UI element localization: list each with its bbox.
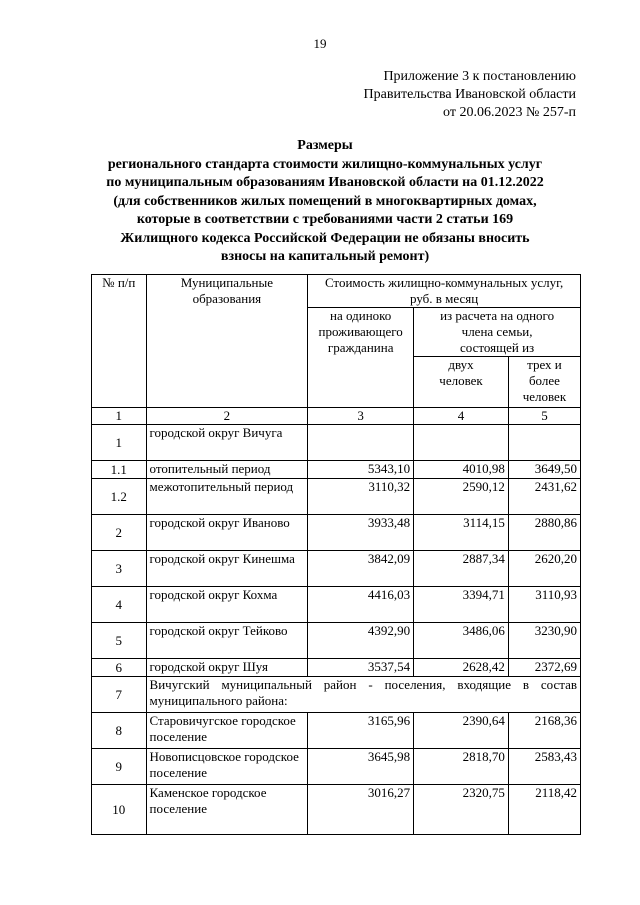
cost-two-persons: 2320,75 bbox=[414, 785, 509, 835]
header-cost: Стоимость жилищно-коммунальных услуг, руб. в месяц bbox=[308, 275, 581, 308]
document-title bbox=[70, 137, 580, 267]
cost-single: 3110,32 bbox=[308, 479, 414, 515]
table-row bbox=[92, 461, 581, 479]
row-number: 4 bbox=[92, 587, 147, 623]
municipality-name: городской округ Шуя bbox=[146, 659, 308, 677]
table-row bbox=[92, 785, 581, 835]
row-number: 5 bbox=[92, 623, 147, 659]
cost-single: 4416,03 bbox=[308, 587, 414, 623]
title-line: которые в соответствии с требованиями части 2 статьи 169 bbox=[136, 212, 514, 227]
column-number: 5 bbox=[508, 408, 580, 425]
column-number: 4 bbox=[414, 408, 509, 425]
row-number: 9 bbox=[92, 749, 147, 785]
cost-two-persons: 3486,06 bbox=[414, 623, 509, 659]
cost-three-plus: 2118,42 bbox=[508, 785, 580, 835]
cost-single: 5343,10 bbox=[308, 461, 414, 479]
cost-two-persons bbox=[414, 425, 509, 461]
cost-single: 3537,54 bbox=[308, 659, 414, 677]
title-line: Размеры bbox=[297, 138, 353, 153]
cost-three-plus: 2880,86 bbox=[508, 515, 580, 551]
municipality-name: отопительный период bbox=[146, 461, 308, 479]
municipality-name: городской округ Кохма bbox=[146, 587, 308, 623]
municipality-name: Каменское городское поселение bbox=[146, 785, 308, 835]
row-number: 3 bbox=[92, 551, 147, 587]
municipality-name: Новописцовское городское поселение bbox=[146, 749, 308, 785]
column-numbers-row bbox=[92, 408, 581, 425]
cost-three-plus: 2372,69 bbox=[508, 659, 580, 677]
row-number: 1.1 bbox=[92, 461, 147, 479]
header-single: на одиноко проживающего гражданина bbox=[308, 308, 414, 408]
cost-single: 3933,48 bbox=[308, 515, 414, 551]
cost-two-persons: 4010,98 bbox=[414, 461, 509, 479]
table-row bbox=[92, 677, 581, 713]
cost-three-plus: 2583,43 bbox=[508, 749, 580, 785]
title-line: Жилищного кодекса Российской Федерации не обязаны вносить bbox=[120, 230, 530, 246]
municipality-name: межотопительный период bbox=[146, 479, 308, 515]
cost-standard-table bbox=[91, 274, 581, 835]
cost-three-plus bbox=[508, 425, 580, 461]
title-line: взносы на капитальный ремонт) bbox=[220, 249, 430, 264]
cost-two-persons: 2818,70 bbox=[414, 749, 509, 785]
appendix-note bbox=[364, 68, 576, 122]
table-row bbox=[92, 749, 581, 785]
title-line: регионального стандарта стоимости жилищно-коммунальных услуг bbox=[107, 156, 543, 172]
row-number: 7 bbox=[92, 677, 147, 713]
header-per-member: из расчета на одного члена семьи, состоящей из bbox=[414, 308, 581, 357]
title-line: (для собственников жилых помещений в многоквартирных домах, bbox=[113, 193, 537, 209]
cost-two-persons: 3114,15 bbox=[414, 515, 509, 551]
row-number: 2 bbox=[92, 515, 147, 551]
municipality-name: городской округ Иваново bbox=[146, 515, 308, 551]
table-row bbox=[92, 587, 581, 623]
cost-single: 3842,09 bbox=[308, 551, 414, 587]
cost-two-persons: 2628,42 bbox=[414, 659, 509, 677]
table-row bbox=[92, 425, 581, 461]
appendix-line: от 20.06.2023 № 257-п bbox=[443, 105, 576, 120]
cost-three-plus: 3649,50 bbox=[508, 461, 580, 479]
row-number: 10 bbox=[92, 785, 147, 835]
cost-single: 3165,96 bbox=[308, 713, 414, 749]
municipality-name: городской округ Вичуга bbox=[146, 425, 308, 461]
table-row bbox=[92, 659, 581, 677]
row-number: 1.2 bbox=[92, 479, 147, 515]
cost-single: 3645,98 bbox=[308, 749, 414, 785]
header-num: № п/п bbox=[92, 275, 147, 408]
cost-two-persons: 2390,64 bbox=[414, 713, 509, 749]
cost-two-persons: 3394,71 bbox=[414, 587, 509, 623]
cost-three-plus: 3230,90 bbox=[508, 623, 580, 659]
table-row bbox=[92, 551, 581, 587]
page-number: 19 bbox=[313, 36, 327, 51]
header-three: трех и более человек bbox=[508, 357, 580, 408]
municipality-name: Старовичугское городское поселение bbox=[146, 713, 308, 749]
table-row bbox=[92, 515, 581, 551]
cost-two-persons: 2887,34 bbox=[414, 551, 509, 587]
cost-three-plus: 3110,93 bbox=[508, 587, 580, 623]
appendix-line: Правительства Ивановской области bbox=[363, 87, 576, 102]
cost-three-plus: 2431,62 bbox=[508, 479, 580, 515]
municipality-name: городской округ Кинешма bbox=[146, 551, 308, 587]
cost-three-plus: 2620,20 bbox=[508, 551, 580, 587]
table-row bbox=[92, 479, 581, 515]
header-municipality: Муниципальные образования bbox=[146, 275, 308, 408]
column-number: 1 bbox=[92, 408, 147, 425]
row-number: 6 bbox=[92, 659, 147, 677]
table-body bbox=[92, 425, 581, 835]
table-row bbox=[92, 623, 581, 659]
cost-single: 4392,90 bbox=[308, 623, 414, 659]
cost-single bbox=[308, 425, 414, 461]
column-number: 2 bbox=[146, 408, 308, 425]
title-line: по муниципальным образованиям Ивановской области на 01.12.2022 bbox=[106, 175, 544, 190]
cost-single: 3016,27 bbox=[308, 785, 414, 835]
header-two: двух человек bbox=[414, 357, 509, 408]
row-number: 8 bbox=[92, 713, 147, 749]
column-number: 3 bbox=[308, 408, 414, 425]
table-row bbox=[92, 713, 581, 749]
cost-three-plus: 2168,36 bbox=[508, 713, 580, 749]
cost-two-persons: 2590,12 bbox=[414, 479, 509, 515]
row-number: 1 bbox=[92, 425, 147, 461]
appendix-line: Приложение 3 к постановлению bbox=[383, 69, 576, 84]
municipality-name: Вичугский муниципальный район - поселения, входящие в состав муниципального района: bbox=[146, 677, 580, 713]
municipality-name: городской округ Тейково bbox=[146, 623, 308, 659]
